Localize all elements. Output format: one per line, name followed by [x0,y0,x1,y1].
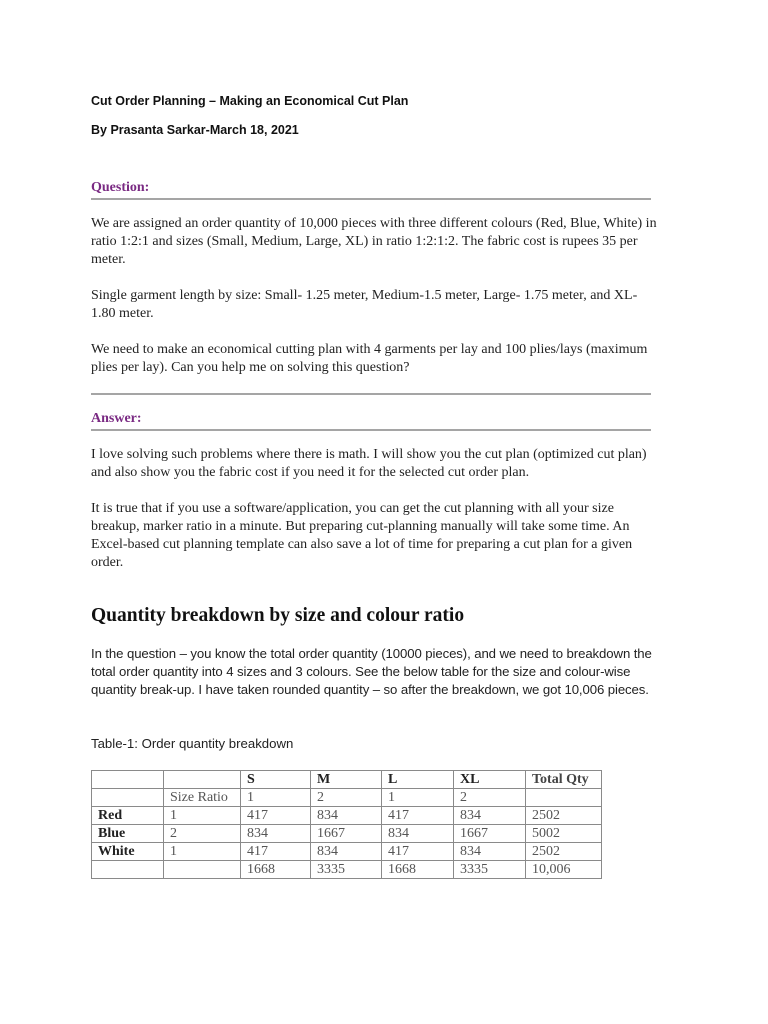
table-cell: 2502 [526,843,602,861]
header-cell-s: S [241,771,311,789]
answer-top-divider [91,393,651,395]
table-cell [92,861,164,879]
table-cell: 834 [241,825,311,843]
header-cell-l: L [382,771,454,789]
size-ratio-label: Size Ratio [164,789,241,807]
answer-paragraph-2: It is true that if you use a software/application, you can get the cut planning with all your size breakup, marker ratio in a minute. But preparing cut-planning manually will take some time. An Excel-based cut planning template can also save a lot of time for preparing a cut plan for a given order. [91,501,633,570]
table-cell: 834 [311,843,382,861]
table-cell: 834 [454,843,526,861]
table-row-white [92,843,602,861]
table-caption: Table-1: Order quantity breakdown [91,736,294,751]
table-totals-row [92,861,602,879]
table-cell: 417 [241,843,311,861]
table-cell: 834 [311,807,382,825]
question-divider [91,198,651,200]
answer-paragraph-1: I love solving such problems where there is math. I will show you the cut plan (optimized cut plan) and also show you the fabric cost if you need it for the selected cut order plan. [91,447,647,480]
question-paragraph-3: We need to make an economical cutting plan with 4 garments per lay and 100 plies/lays (maximum plies per lay). Can you help me on solving this question? [91,342,648,375]
table-cell: 3335 [311,861,382,879]
table-cell: 2 [164,825,241,843]
table-cell: 1668 [241,861,311,879]
size-ratio-row [92,789,602,807]
table-cell: 3335 [454,861,526,879]
article-byline: By Prasanta Sarkar-March 18, 2021 [91,123,299,137]
header-cell-m: M [311,771,382,789]
section-paragraph: In the question – you know the total order quantity (10000 pieces), and we need to breakdown the total order quantity into 4 sizes and 3 colours. See the below table for the size and colour-wise quantity break-up. I have taken rounded quantity – so after the breakdown, we got 10,006 pieces. [91,646,652,697]
table-cell: 417 [241,807,311,825]
table-cell: 834 [382,825,454,843]
table-cell: 2502 [526,807,602,825]
header-cell [164,771,241,789]
table-cell: 1 [164,843,241,861]
row-label-red: Red [92,807,164,825]
header-cell [92,771,164,789]
question-paragraph-2: Single garment length by size: Small- 1.25 meter, Medium-1.5 meter, Large- 1.75 meter, and XL-1.80 meter. [91,288,638,321]
order-quantity-table [91,770,602,879]
table-cell [164,861,241,879]
header-cell-xl: XL [454,771,526,789]
table-cell: 1667 [454,825,526,843]
table-cell: 10,006 [526,861,602,879]
table-cell: 2 [311,789,382,807]
table-cell: 2 [454,789,526,807]
table-row-red [92,807,602,825]
table-row-blue [92,825,602,843]
row-label-white: White [92,843,164,861]
row-label-blue: Blue [92,825,164,843]
answer-divider [91,429,651,431]
article-title: Cut Order Planning – Making an Economical Cut Plan [91,94,409,108]
question-paragraph-1: We are assigned an order quantity of 10,000 pieces with three different colours (Red, Blue, White) in ratio 1:2:1 and sizes (Small, Medium, Large, XL) in ratio 1:2:1:2. The fabric cost is rupees 35 per meter. [91,216,657,267]
table-cell [92,789,164,807]
table-cell: 1 [241,789,311,807]
table-header-row [92,771,602,789]
table-cell: 1667 [311,825,382,843]
section-heading: Quantity breakdown by size and colour ratio [91,605,465,626]
answer-label: Answer: [91,411,142,426]
table-cell: 1668 [382,861,454,879]
table-cell: 5002 [526,825,602,843]
table-cell [526,789,602,807]
table-cell: 834 [454,807,526,825]
table-cell: 1 [382,789,454,807]
header-cell-total-qty: Total Qty [526,771,602,789]
table-cell: 1 [164,807,241,825]
question-label: Question: [91,180,150,195]
table-cell: 417 [382,843,454,861]
table-cell: 417 [382,807,454,825]
